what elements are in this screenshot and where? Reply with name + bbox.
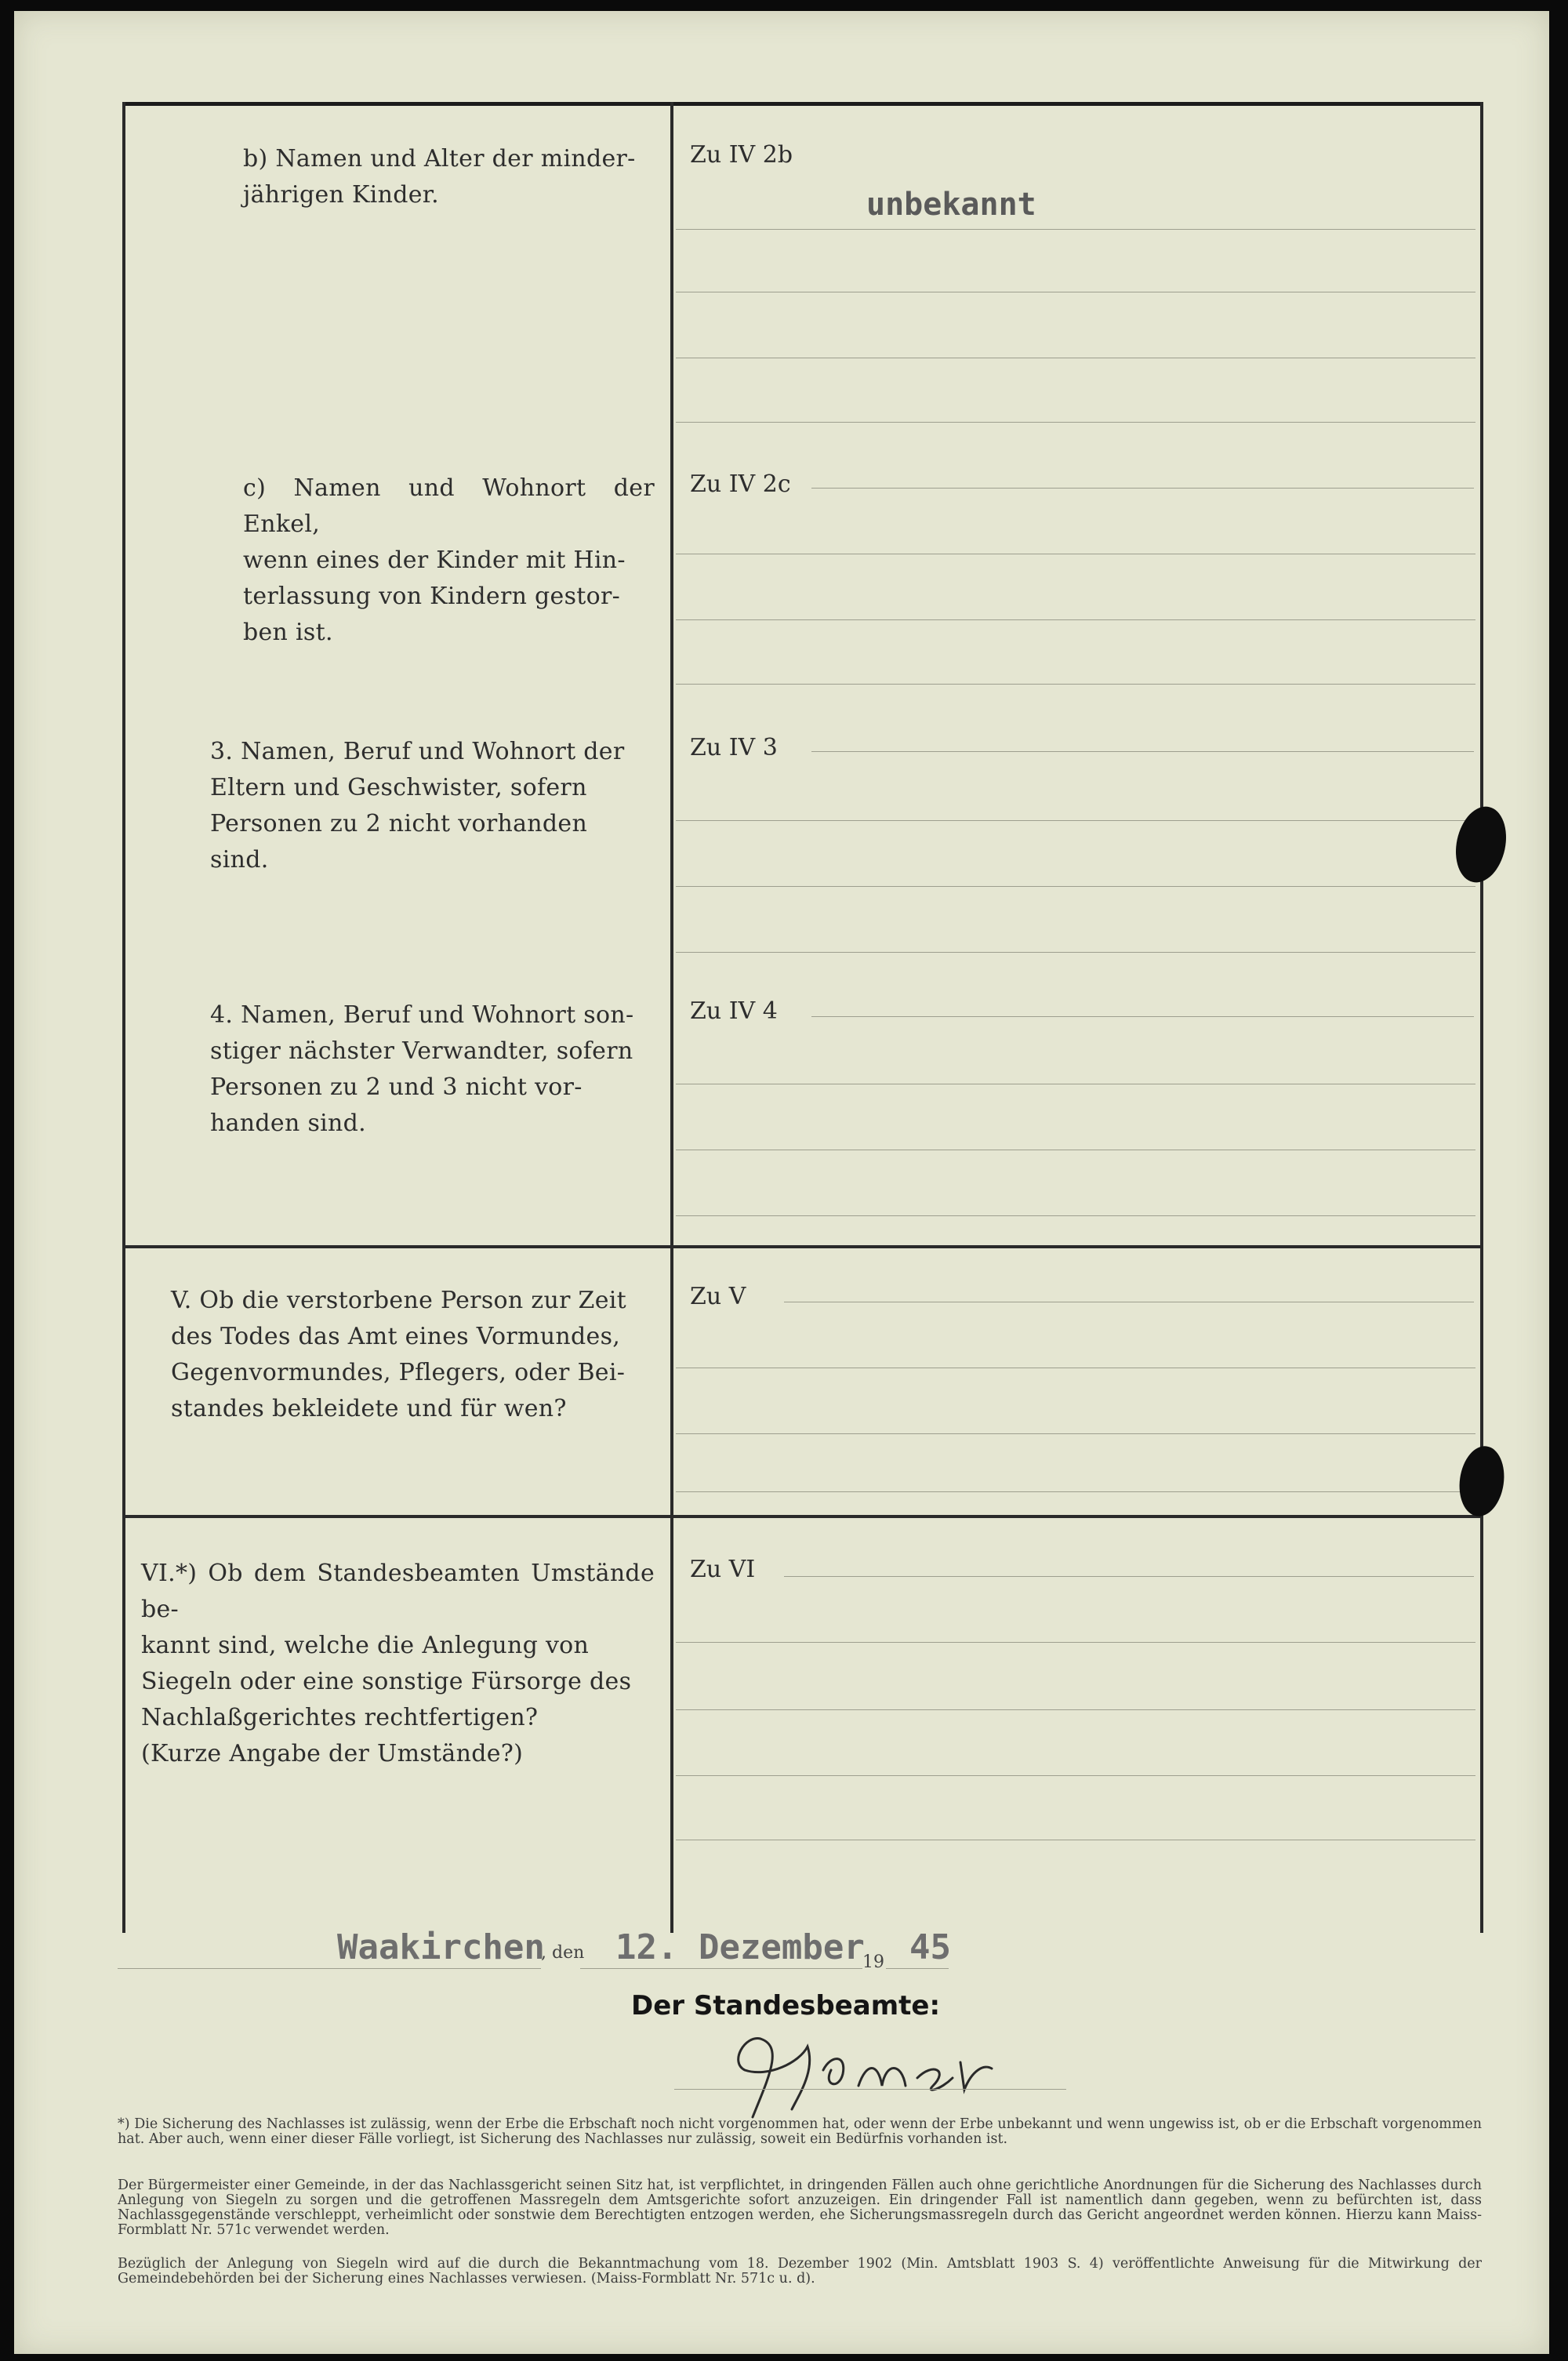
- answer-line: [676, 820, 1475, 821]
- answer-label-iv-2b: Zu IV 2b: [690, 141, 793, 169]
- answer-line: [676, 1433, 1475, 1434]
- date-line: [580, 1968, 862, 1969]
- answer-line: [676, 1709, 1475, 1710]
- date-typed: 12. Dezember: [615, 1927, 865, 1967]
- year-line: [886, 1968, 949, 1969]
- century-label: 19: [862, 1952, 884, 1972]
- row-separator-iv-v: [124, 1245, 1482, 1248]
- table-top-border: [124, 102, 1483, 106]
- question-v-label: V.: [171, 1287, 192, 1314]
- answer-line: [676, 952, 1475, 953]
- answer-line: [676, 1491, 1475, 1492]
- registrar-title: Der Standesbeamte:: [631, 1990, 941, 2021]
- answer-line: [676, 229, 1475, 230]
- question-v-text: Ob die verstorbene Person zur Zeit des Todes das Amt eines Vormundes, Gegenvormundes, Pflegers, oder Bei- standes bekleidete und für wen?: [171, 1287, 626, 1422]
- question-v: [171, 1283, 655, 1427]
- answer-line: [676, 422, 1475, 423]
- footnote-3: Bezüglich der Anlegung von Siegeln wird auf die durch die Bekanntmachung vom 18. Dezember 1902 (Min. Amtsblatt 1903 S. 4) veröffentlichte Anweisung für die Mitwirkung der Gemeindebehörden bei der Sicherung eines Nachlasses verwiesen. (Maiss-Formblatt Nr. 571c u. d).: [118, 2256, 1482, 2287]
- answer-line: [676, 1642, 1475, 1643]
- question-vi-text: Ob dem Standesbeamten Umstände be- kannt sind, welche die Anlegung von Siegeln oder eine sonstige Fürsorge des Nachlaßgerichtes rechtfertigen? (Kurze Angabe der Umstände?): [141, 1560, 655, 1767]
- answer-label-v: Zu V: [690, 1283, 746, 1310]
- table-column-divider: [670, 102, 673, 1933]
- row-separator-v-vi: [124, 1515, 1482, 1518]
- question-b: [243, 141, 651, 213]
- place-typed: Waakirchen: [337, 1927, 545, 1967]
- table-left-border: [122, 102, 125, 1933]
- question-c: [243, 470, 655, 651]
- answer-line: [811, 1016, 1474, 1017]
- answer-label-iv-4: Zu IV 4: [690, 997, 778, 1025]
- footnote-1: *) Die Sicherung des Nachlasses ist zulässig, wenn der Erbe die Erbschaft noch nicht vorgenommen hat, oder wenn der Erbe unbekannt und wenn ungewiss ist, ob er die Erbschaft vorgenommen hat. Aber auch, wenn einer dieser Fälle vorliegt, ist Sicherung des Nachlasses nur zulässig, soweit ein Bedürfnis vorhanden ist.: [118, 2116, 1482, 2147]
- answer-line: [676, 1775, 1475, 1776]
- answer-label-vi: Zu VI: [690, 1556, 756, 1583]
- question-b-label: b): [243, 145, 268, 173]
- question-3-label: 3.: [210, 738, 234, 765]
- handwritten-signature: [706, 2015, 1004, 2125]
- place-line: [118, 1968, 541, 1969]
- typed-answer-unbekannt: unbekannt: [866, 187, 1036, 223]
- answer-line: [676, 684, 1475, 685]
- question-4: [210, 997, 655, 1142]
- answer-line: [676, 1215, 1475, 1216]
- question-vi-label: VI.*): [141, 1560, 198, 1587]
- answer-label-iv-2c: Zu IV 2c: [690, 470, 791, 498]
- question-3-text: Namen, Beruf und Wohnort der Eltern und Geschwister, sofern Personen zu 2 nicht vorhanden sind.: [210, 738, 625, 874]
- answer-line: [811, 751, 1474, 752]
- answer-line: [811, 488, 1474, 489]
- question-4-text: Namen, Beruf und Wohnort son- stiger nächster Verwandter, sofern Personen zu 2 und 3 nicht vor- handen sind.: [210, 1001, 634, 1137]
- footnote-2: Der Bürgermeister einer Gemeinde, in der das Nachlassgericht seinen Sitz hat, ist verpflichtet, in dringenden Fällen auch ohne gerichtliche Anordnungen für die Sicherung des Nachlasses durch Anlegung von Siegeln zu sorgen und die getroffenen Massregeln dem Amtsgerichte sofort anzuzeigen. Ein dringender Fall ist namentlich dann gegeben, wenn zu befürchten ist, dass Nachlassgegenstände verschleppt, verheimlicht oder sonstwie dem Berechtigten entzogen werden, ehe Sicherungsmassregeln durch das Gericht angeordnet werden können. Hierzu kann Maiss-Formblatt Nr. 571c verwendet werden.: [118, 2178, 1482, 2238]
- answer-line: [676, 619, 1475, 620]
- answer-label-iv-3: Zu IV 3: [690, 734, 778, 761]
- question-c-text: Namen und Wohnort der Enkel, wenn eines der Kinder mit Hin- terlassung von Kindern gestor- ben ist.: [243, 474, 655, 646]
- question-b-text: Namen und Alter der minder- jährigen Kinder.: [243, 145, 636, 209]
- answer-line: [784, 1576, 1474, 1577]
- answer-line: [676, 886, 1475, 887]
- question-4-label: 4.: [210, 1001, 234, 1029]
- den-label: , den: [541, 1943, 585, 1963]
- question-3: [210, 734, 655, 878]
- signature-line: [674, 2089, 1066, 2090]
- table-right-border: [1480, 102, 1483, 1933]
- question-vi: [141, 1556, 655, 1772]
- year-typed: 45: [909, 1927, 951, 1967]
- question-c-label: c): [243, 474, 267, 502]
